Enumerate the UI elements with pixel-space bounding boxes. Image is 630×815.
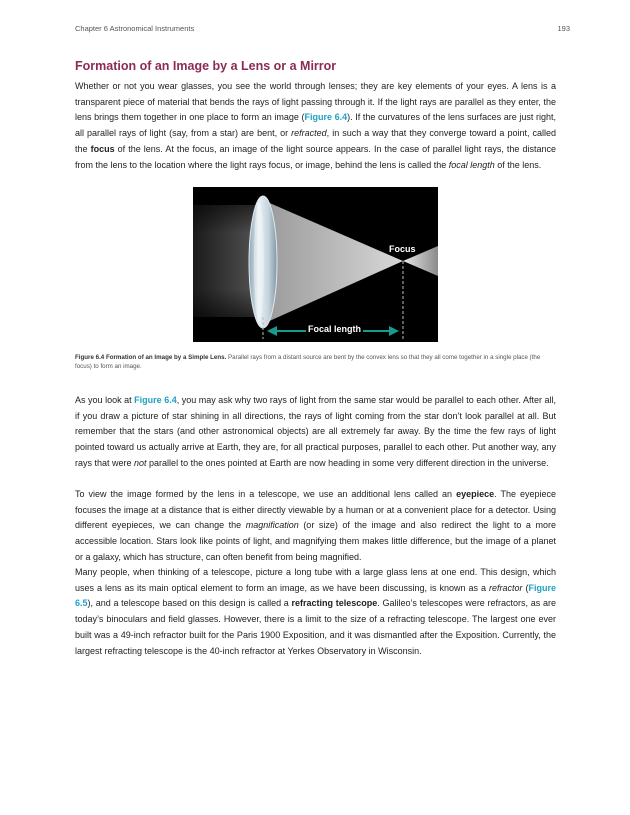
paragraph-parallel-rays [75,393,556,472]
focus-label: Focus [389,244,416,254]
converging-light-cone [265,201,403,323]
term-refracted: refracted [291,128,327,139]
focal-length-arrowhead-left [267,326,277,336]
lens-diagram-figure [193,187,438,342]
focal-length-label: Focal length [308,324,362,334]
caption-text: Parallel rays from a distant source are bent by the convex lens so that they all come together in a single place (the focus) to form an image. [75,354,541,370]
text-run: parallel to the ones pointed at Earth are now heading in some very different direction in the universe. [146,457,549,468]
caption-heading: Figure 6.4 Formation of an Image by a Simple Lens. [75,354,227,361]
paragraph-eyepiece [75,487,556,566]
chapter-title: Chapter 6 Astronomical Instruments [75,24,195,33]
focal-length-arrowhead-right [389,326,399,336]
text-run: of the lens. At the focus, an image of the light source appears. In the case of parallel light rays, the distance from the lens to the location where the light rays focus, or image, behind the lens is called the [75,143,556,170]
text-run: of the lens. [494,159,542,170]
figure-6-4-link[interactable]: Figure 6.4 [304,112,348,123]
page-number: 193 [557,24,570,33]
text-run: To view the image formed by the lens in a telescope, we use an additional lens called an [75,489,457,499]
term-focus: focus [90,143,115,154]
term-focal-length: focal length [448,159,495,170]
term-magnification: magnification [245,520,299,531]
figure-caption [75,353,555,371]
term-refractor: refractor [488,582,523,593]
text-run: Whether or not you wear glasses, you see the world through lenses; they are key elements of your eyes. A lens is a transparent piece of material that bends the rays of light passing through it. If the light rays are parallel as they enter, the lens brings them together in one place to form an image ( [75,81,556,123]
term-refracting-telescope: refracting telescope [291,598,378,609]
text-run: ( [522,582,529,593]
text-run: (or size) of the image and also redirect the light to a more accessible location. Stars look like points of light, and magnifying them makes little difference, but the image of a planet or a galaxy, which has structure, can often benefit from being magnified. [75,520,556,562]
lens-edge-highlight [254,202,264,322]
running-head [75,24,570,33]
lens-diagram [193,187,438,342]
term-eyepiece: eyepiece [456,489,495,499]
section-title: Formation of an Image by a Lens or a Mirror [75,59,337,73]
text-run: . Galileo’s telescopes were refractors, as are today’s binoculars and field glasses. However, there is a limit to the size of a refracting telescope. The largest one ever built was a 49-inch refractor built for the Paris 1900 Exposition, and it was dismantled after the Exposition. Currently, the largest refracting telescope is the 40-inch refractor at Yerkes Observatory in Wisconsin. [75,598,556,656]
text-run: . The eyepiece focuses the image at a distance that is either directly viewable by a human or at a convenient place for a detector. Using different eyepieces, we can change the [75,489,557,531]
text-run: ), and a telescope based on this design is called a [87,598,292,609]
paragraph-refractor [75,565,556,659]
text-run: ). If the curvatures of the lens surfaces are just right, all parallel rays of light (say, from a star) are bent, or [75,112,557,139]
figure-6-4-link[interactable]: Figure 6.4 [134,395,177,405]
text-run: As you look at [75,395,135,405]
text-run: Many people, when thinking of a telescope, picture a long tube with a large glass lens at one end. This design, which uses a lens as its main optical element to form an image, as we have been discussing, is known as a [75,567,556,593]
paragraph-lens-intro [75,79,556,173]
text-run: , you may ask why two rays of light from the same star would be parallel to each other. After all, if you draw a picture of star shining in all directions, the rays of light coming from the star don’t look parallel at all. But remember that the stars (and other astronomical objects) are all extremely far away. By the time the few rays of light pointed toward us actually arrive at Earth, they are, for all practical purposes, parallel to each other. Put another way, any rays that were [75,395,556,468]
emphasis-not: not [134,457,147,468]
text-run: , in such a way that they converge toward a point, called the [75,128,556,154]
figure-6-5-link[interactable]: Figure 6.5 [75,582,557,609]
